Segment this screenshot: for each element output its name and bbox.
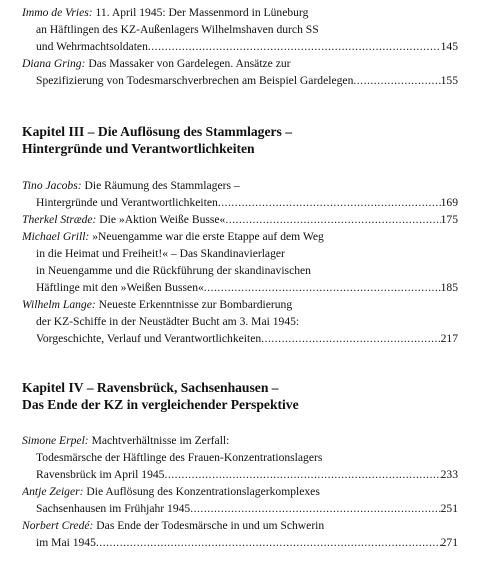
toc-entry-leader-line (22, 534, 458, 551)
toc-entry-first-line (22, 296, 458, 313)
toc-entry-first-line (22, 177, 458, 194)
toc-entry (22, 483, 458, 517)
toc-entry (22, 296, 458, 347)
toc-entry-author: Wilhelm Lange: (22, 298, 96, 311)
toc-entry-first-line (22, 483, 458, 500)
toc-entry-leader-line (22, 38, 458, 55)
toc-entry-author: Simone Erpel: (22, 434, 89, 447)
toc-entry-title-end: Hintergründe und Verantwortlichkeiten (36, 196, 218, 209)
toc-entry-title: »Neuengamme war die erste Etappe auf dem Weg (92, 230, 324, 243)
toc-entry-leader-line (22, 500, 458, 517)
toc-entry-page: 185 (440, 281, 458, 294)
toc-entry-title: Das Ende der Todesmärsche in und um Schwerin (96, 519, 325, 532)
toc-entry-title-end: Spezifizierung von Todesmarschverbrechen am Beispiel Gardelegen (36, 74, 354, 87)
leader-dots (190, 500, 440, 517)
toc-entry-title: 11. April 1945: Der Massenmord in Lüneburg (95, 6, 309, 19)
toc-entry-title: Die Räumung des Stammlagers – (84, 179, 240, 192)
leader-dots (261, 330, 440, 347)
toc-entry-author: Diana Gring: (22, 57, 86, 70)
toc-entry (22, 55, 458, 89)
toc-entry (22, 211, 458, 228)
toc-entry-title-continued: an Häftlingen des KZ-Außenlagers Wilhelmshaven durch SS (36, 23, 319, 36)
toc-entry-leader-line (22, 211, 458, 228)
toc-entry-author: Immo de Vries: (22, 6, 93, 19)
toc-entry-first-line (22, 228, 458, 245)
toc-entry-author: Norbert Credé: (22, 519, 94, 532)
toc-entry (22, 4, 458, 55)
toc-entry-first-line (22, 4, 458, 21)
toc-entry-leader-line (22, 72, 458, 89)
toc-entry-page: 145 (440, 40, 458, 53)
toc-entry-leader-line (22, 279, 458, 296)
toc-entry-title-end (22, 211, 225, 228)
toc-entry-author: Tino Jacobs: (22, 179, 82, 192)
toc-entry-title-continued: in die Heimat und Freiheit!« – Das Skandinavierlager (36, 247, 285, 260)
toc-entry-title: Die Auflösung des Konzentrationslagerkomplexes (86, 485, 320, 498)
leader-dots (148, 38, 441, 55)
toc-entry (22, 177, 458, 211)
leader-dots (218, 194, 441, 211)
toc-entry-title-continued: Todesmärsche der Häftlinge des Frauen-Konzentrationslagers (36, 451, 323, 464)
leader-dots (353, 72, 440, 89)
toc-entry-page: 175 (440, 213, 458, 226)
toc-entry-title: Das Massaker von Gardelegen. Ansätze zur (88, 57, 291, 70)
toc-entry-title-end: Häftlinge mit den »Weißen Bussen« (36, 281, 204, 294)
toc-entry-title-continued: in Neuengamme und die Rückführung der skandinavischen (36, 264, 311, 277)
toc-entry (22, 517, 458, 551)
toc-entry-page: 169 (440, 196, 458, 209)
chapter-heading (22, 379, 458, 413)
toc-entry (22, 432, 458, 483)
toc-entry-title-end: Sachsenhausen im Frühjahr 1945 (36, 502, 191, 515)
chapter-subtitle-line: Das Ende der KZ in vergleichender Perspektive (22, 397, 299, 412)
toc-entry-first-line (22, 55, 458, 72)
chapter-heading (22, 123, 458, 157)
toc-entry-page: 217 (440, 332, 458, 345)
toc-entry-author: Michael Grill: (22, 230, 90, 243)
toc-entry-title-continued: der KZ-Schiffe in der Neustädter Bucht am 3. Mai 1945: (36, 315, 300, 328)
toc-entry-title-end: Ravensbrück im April 1945 (36, 468, 165, 481)
leader-dots (96, 534, 441, 551)
toc-entry-first-line (22, 432, 458, 449)
toc-entry-page: 271 (440, 536, 458, 549)
toc-entry-title: Machtverhältnisse im Zerfall: (91, 434, 230, 447)
toc-entry-title: Neueste Erkenntnisse zur Bombardierung (98, 298, 293, 311)
leader-dots (204, 279, 441, 296)
toc-entry-leader-line (22, 466, 458, 483)
toc-entry-title-end: und Wehrmachtsoldaten (36, 40, 148, 53)
toc-entry-title-end: Vorgeschichte, Verlauf und Verantwortlichkeiten (36, 332, 262, 345)
toc-entry-author: Antje Zeiger: (22, 485, 84, 498)
chapter-title-line: Kapitel III – Die Auflösung des Stammlagers – (22, 124, 293, 139)
toc-entry-page: 251 (440, 502, 458, 515)
toc-entry-title: Die »Aktion Weiße Busse« (99, 213, 226, 226)
toc-entry-title-end: im Mai 1945 (36, 536, 96, 549)
toc-entry-leader-line (22, 194, 458, 211)
toc-entry-page: 155 (440, 74, 458, 87)
leader-dots (164, 466, 440, 483)
chapter-subtitle-line: Hintergründe und Verantwortlichkeiten (22, 141, 255, 156)
chapter-title-line: Kapitel IV – Ravensbrück, Sachsenhausen – (22, 380, 279, 395)
toc-entry-first-line (22, 517, 458, 534)
toc-entry-leader-line (22, 330, 458, 347)
toc-entry (22, 228, 458, 296)
leader-dots (225, 211, 440, 228)
toc-entry-author: Therkel Stræde: (22, 213, 97, 226)
toc-entry-page: 233 (440, 468, 458, 481)
